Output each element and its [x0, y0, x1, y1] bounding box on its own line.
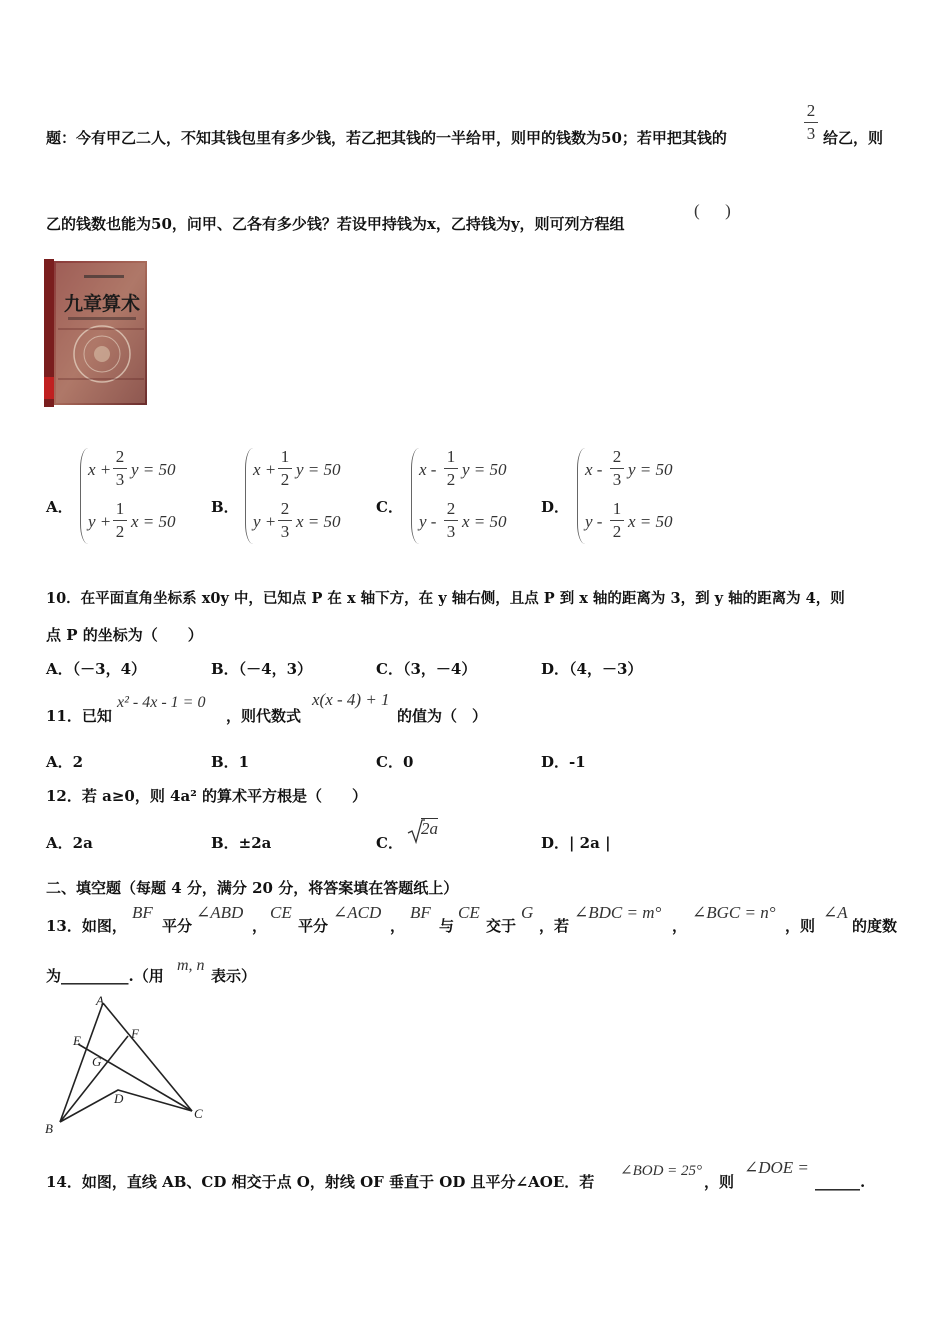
q13-comma3: ， — [672, 917, 688, 935]
q12-stem: 12．若 a≥0，则 4a² 的算术平方根是（ ） — [46, 787, 367, 805]
q9-b-r1-den: 2 — [280, 470, 290, 489]
book-title: 九章算术 — [63, 293, 141, 315]
q11-prefix: 11．已知 — [46, 707, 112, 725]
q13-ce2: CE — [458, 903, 480, 922]
q13-triangle-figure — [40, 992, 215, 1140]
q9-c-r2-den: 3 — [446, 522, 456, 541]
q12-option-d[interactable]: D．| 2a | — [541, 834, 611, 852]
q9-a-r2-den: 2 — [115, 522, 125, 541]
q12-option-b[interactable]: B．±2a — [211, 834, 272, 852]
q9-b-r2-rhs: x = 50 — [296, 512, 341, 531]
q9-d-r1-lhs: x - — [585, 460, 603, 479]
q14-blank[interactable]: ______. — [815, 1173, 866, 1191]
q9-line1 — [46, 128, 727, 148]
fig-label-d: D — [114, 1091, 124, 1106]
q13-dushu: 的度数 — [852, 917, 898, 935]
q13-num: 13．如图， — [46, 917, 127, 935]
q9-d-r1-rhs: y = 50 — [628, 460, 673, 479]
q13-jiaoyu: 交于 — [486, 917, 517, 935]
q10-option-d[interactable]: D．（4，－3） — [541, 660, 643, 678]
q9-b-r1-num: 1 — [280, 447, 290, 466]
q9-c-r2-rhs: x = 50 — [462, 512, 507, 531]
fig-label-c: C — [194, 1106, 203, 1121]
q11-option-c[interactable]: C．0 — [376, 753, 414, 771]
q9-frac-den: 3 — [806, 124, 816, 143]
q10-option-b[interactable]: B．（－4，3） — [211, 660, 313, 678]
q13-comma2: ， — [390, 917, 406, 935]
q10-line1: 10．在平面直角坐标系 x0y 中，已知点 P 在 x 轴下方，在 y 轴右侧，且点 P 到 x 轴的距离为 3，到 y 轴的距离为 4，则 — [46, 590, 845, 607]
q9-c-r1-rhs: y = 50 — [462, 460, 507, 479]
q9-b-r2-num: 2 — [280, 499, 290, 518]
q13-ce: CE — [270, 903, 292, 922]
q9-a-r2-num: 1 — [115, 499, 125, 518]
q9-c-r1-num: 1 — [446, 447, 456, 466]
q9-b-r1-lhs: x + — [253, 460, 277, 479]
q13-bdc: ∠BDC = m° — [574, 903, 662, 922]
q9-d-r1-den: 3 — [612, 470, 622, 489]
q9-a-r1-lhs: x + — [88, 460, 112, 479]
q11-eq1: x² - 4x - 1 = 0 — [117, 694, 206, 711]
q13-pf1: 平分 — [162, 917, 193, 935]
q13-ruo: ，若 — [539, 917, 570, 935]
q9-a-r1-num: 2 — [115, 447, 125, 466]
fig-label-e: E — [73, 1033, 81, 1048]
q13-g: G — [521, 903, 534, 922]
section-2-heading: 二、填空题（每题 4 分，满分 20 分，将答案填在答题纸上） — [46, 879, 459, 897]
q9-line2: 乙的钱数也能为50，问甲、乙各有多少钱？若设甲持钱为x，乙持钱为y，则可列方程组 — [46, 215, 625, 233]
q13-pf2: 平分 — [298, 917, 329, 935]
q13-abd: ∠ABD — [196, 903, 244, 922]
q9-d-r2-num: 1 — [612, 499, 622, 518]
q9-d-r2-lhs: y - — [585, 512, 603, 531]
book-cover-image — [44, 259, 147, 407]
q9-a-r2-rhs: x = 50 — [131, 512, 176, 531]
q9-option-b-label: B． — [211, 498, 239, 516]
q13-acd: ∠ACD — [333, 903, 382, 922]
q9-c-r1-lhs: x - — [419, 460, 437, 479]
q13-bf2: BF — [410, 903, 431, 922]
q13-a: ∠A — [823, 903, 848, 922]
q9-c-r1-den: 2 — [446, 470, 456, 489]
q10-option-c[interactable]: C．（3，－4） — [376, 660, 477, 678]
q14-prefix: 14．如图，直线 AB、CD 相交于点 O，射线 OF 垂直于 OD 且平分∠AOE．若 — [46, 1173, 595, 1191]
q9-c-r2-lhs: y - — [419, 512, 437, 531]
q11-suffix: 的值为（ ） — [397, 707, 488, 725]
q11-mid: ，则代数式 — [226, 707, 302, 725]
q9-fraction — [804, 101, 818, 144]
q13-bf: BF — [132, 903, 153, 922]
q13-yu: 与 — [439, 917, 455, 935]
q10-line2: 点 P 的坐标为（ ） — [46, 626, 203, 644]
q9-a-r1-rhs: y = 50 — [131, 460, 176, 479]
q14-ze: ，则 — [704, 1173, 735, 1191]
q11-option-b[interactable]: B．1 — [211, 753, 250, 771]
q9-b-r1-rhs: y = 50 — [296, 460, 341, 479]
q9-a-r1-den: 3 — [115, 470, 125, 489]
q9-b-r2-den: 3 — [280, 522, 290, 541]
q12-option-c-label: C． — [376, 834, 403, 852]
q9-line1-suffix: 给乙，则 — [823, 129, 884, 147]
q11-option-d[interactable]: D．-1 — [541, 753, 586, 771]
fig-label-a: A — [96, 993, 104, 1008]
q9-option-c-label: C． — [376, 498, 403, 516]
q13-mn: m, n — [177, 957, 205, 974]
q9-frac-num: 2 — [806, 101, 816, 120]
q13-comma1: ， — [252, 917, 268, 935]
q13-line2-suffix: 表示） — [211, 967, 257, 985]
q11-eq2: x(x - 4) + 1 — [312, 690, 390, 709]
q13-ze: ，则 — [785, 917, 816, 935]
q13-bgc: ∠BGC = n° — [692, 903, 776, 922]
fig-label-b: B — [45, 1121, 53, 1136]
q10-option-a[interactable]: A．（－3，4） — [46, 660, 147, 678]
q12-option-a[interactable]: A．2a — [46, 834, 93, 852]
q9-c-r2-num: 2 — [446, 499, 456, 518]
q9-paren: ( ) — [694, 201, 731, 220]
q14-doe: ∠DOE = — [744, 1158, 809, 1177]
q9-d-r2-den: 2 — [612, 522, 622, 541]
q9-option-a-label: A． — [46, 498, 73, 516]
q9-line1-prefix: 题：今有甲乙二人，不知其钱包里有多少钱，若乙把其钱的一半给甲，则甲的钱数为50；若甲把其钱的 — [46, 129, 727, 147]
q9-b-r2-lhs: y + — [253, 512, 277, 531]
q14-bod: ∠BOD = 25° — [620, 1163, 703, 1179]
q9-d-r1-num: 2 — [612, 447, 622, 466]
q9-a-r2-lhs: y + — [88, 512, 112, 531]
q12-sqrt-radicand: 2a — [421, 819, 438, 838]
fig-label-f: F — [131, 1026, 139, 1041]
q9-d-r2-rhs: x = 50 — [628, 512, 673, 531]
q11-option-a[interactable]: A．2 — [46, 753, 84, 771]
fig-label-g: G — [92, 1054, 102, 1069]
q9-option-d-label: D． — [541, 498, 570, 516]
q13-line2-prefix: 为_________.（用 — [46, 967, 164, 985]
